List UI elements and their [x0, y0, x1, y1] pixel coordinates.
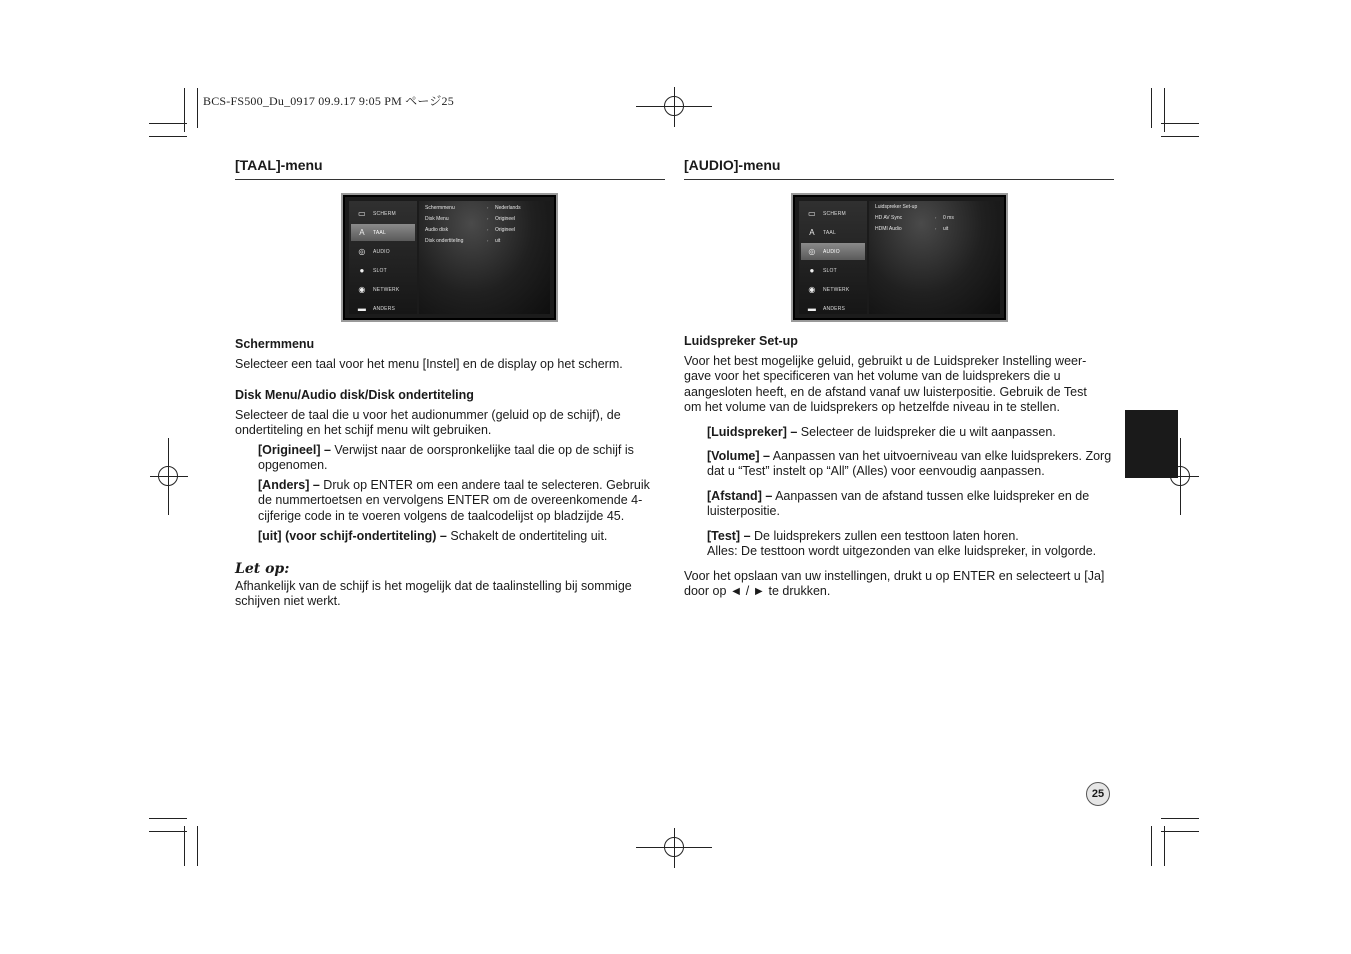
osd-item-scherm: ▭ SCHERM [358, 209, 396, 218]
paragraph: Selecteer de taal die u voor het audionummer (geluid op de schijf), de ondertiteling en het schijf menu wilt gebruiken. [235, 408, 621, 438]
audio-menu-screenshot [791, 193, 1008, 322]
subheading-schermmenu: Schermmenu [235, 337, 315, 351]
paragraph: Selecteer een taal voor het menu [Instel] en de display op het scherm. [235, 357, 623, 371]
monitor-icon: ▭ [358, 209, 366, 218]
osd-item-anders: ▬ ANDERS [357, 304, 396, 313]
option-afstand: [Afstand] – Aanpassen van de afstand tussen elke luidspreker en de luisterpositie. [707, 489, 1090, 519]
print-header: BCS-FS500_Du_0917 09.9.17 9:05 PM ページ25 [203, 94, 454, 108]
subheading-disk-menu: Disk Menu/Audio disk/Disk ondertiteling [235, 388, 474, 402]
chapter-tab [1125, 410, 1178, 478]
lock-icon: ● [359, 266, 365, 275]
option-uit: [uit] (voor schijf-ondertiteling) – Schakelt de ondertiteling uit. [258, 529, 608, 543]
page-number: 25 [1086, 782, 1110, 806]
subheading-luidspreker: Luidspreker Set-up [684, 334, 798, 348]
osd-item-scherm: ▭ SCHERM [808, 209, 846, 218]
option-origineel: [Origineel] – Verwijst naar de oorspronkelijke taal die op de schijf is opgenomen. [258, 443, 634, 473]
paragraph: Voor het best mogelijke geluid, gebruikt u de Luidspreker Instelling weer-gave voor het specificeren van het volume van de luidsprekers die u aangesloten heeft, en de afstand vanaf uw luisterpositie. Gebruik de Test om het volume van de luidsprekers op hetzelfde niveau in te stellen. [684, 354, 1087, 414]
option-anders: [Anders] – Druk op ENTER om een andere taal te selecteren. Gebruik de nummertoetsen en vervolgens ENTER om de overeenkomende 4-cijferige code in te voeren volgens de taalcodelijst op bladzijde 45. [258, 478, 650, 523]
other-icon: ▬ [357, 304, 367, 313]
osd-item-taal: A TAAL [801, 224, 865, 241]
option-luidspreker: [Luidspreker] – Selecteer de luidspreker die u wilt aanpassen. [707, 425, 1056, 439]
language-icon: A [809, 228, 815, 237]
osd-item-audio: ◎ AUDIO [358, 247, 390, 256]
osd-main: Luidspreker Set-up HD AV Sync › 0 ms HDMI Audio › uit [869, 201, 1000, 314]
osd-item-audio: ◎ AUDIO [801, 243, 865, 260]
note-title: Let op: [235, 561, 290, 577]
section-title: [TAAL]-menu [235, 157, 665, 180]
section-title: [AUDIO]-menu [684, 157, 1114, 180]
speaker-icon: ◎ [808, 247, 816, 256]
taal-menu-screenshot [341, 193, 558, 322]
monitor-icon: ▭ [808, 209, 816, 218]
lock-icon: ● [809, 266, 815, 275]
osd-item-anders: ▬ ANDERS [807, 304, 846, 313]
note-text: Afhankelijk van de schijf is het mogelijk dat de taalinstelling bij sommige schijven niet werkt. [235, 579, 632, 609]
option-test: [Test] – De luidsprekers zullen een testtoon laten horen. [707, 529, 1019, 543]
osd-sidebar [349, 201, 417, 314]
speaker-icon: ◎ [358, 247, 366, 256]
test-extra: Alles: De testtoon wordt uitgezonden van elke luidspreker, in volgorde. [707, 544, 1097, 558]
osd-main: Schermmenu › Nederlands Disk Menu › Origineel Audio disk › Origineel Disk ondertiteling › uit [419, 201, 550, 314]
osd-item-taal: A TAAL [351, 224, 415, 241]
osd-item-netwerk: ◉ NETWERK [808, 285, 850, 294]
osd-header: Luidspreker Set-up [875, 204, 918, 210]
option-volume: [Volume] – Aanpassen van het uitvoerniveau van elke luidsprekers. Zorg dat u “Test” instelt op “All” (Alles) voor eenvoudig aanpassen. [707, 449, 1112, 479]
footer-paragraph: Voor het opslaan van uw instellingen, drukt u op ENTER en selecteert u [Ja] door op ◄ / ► te drukken. [684, 569, 1105, 599]
osd-sidebar [799, 201, 867, 314]
osd-item-slot: ● SLOT [801, 262, 865, 279]
language-icon: A [359, 228, 365, 237]
globe-icon: ◉ [808, 285, 816, 294]
globe-icon: ◉ [358, 285, 366, 294]
other-icon: ▬ [807, 304, 817, 313]
osd-item-slot: ● SLOT [351, 262, 415, 279]
osd-item-netwerk: ◉ NETWERK [358, 285, 400, 294]
